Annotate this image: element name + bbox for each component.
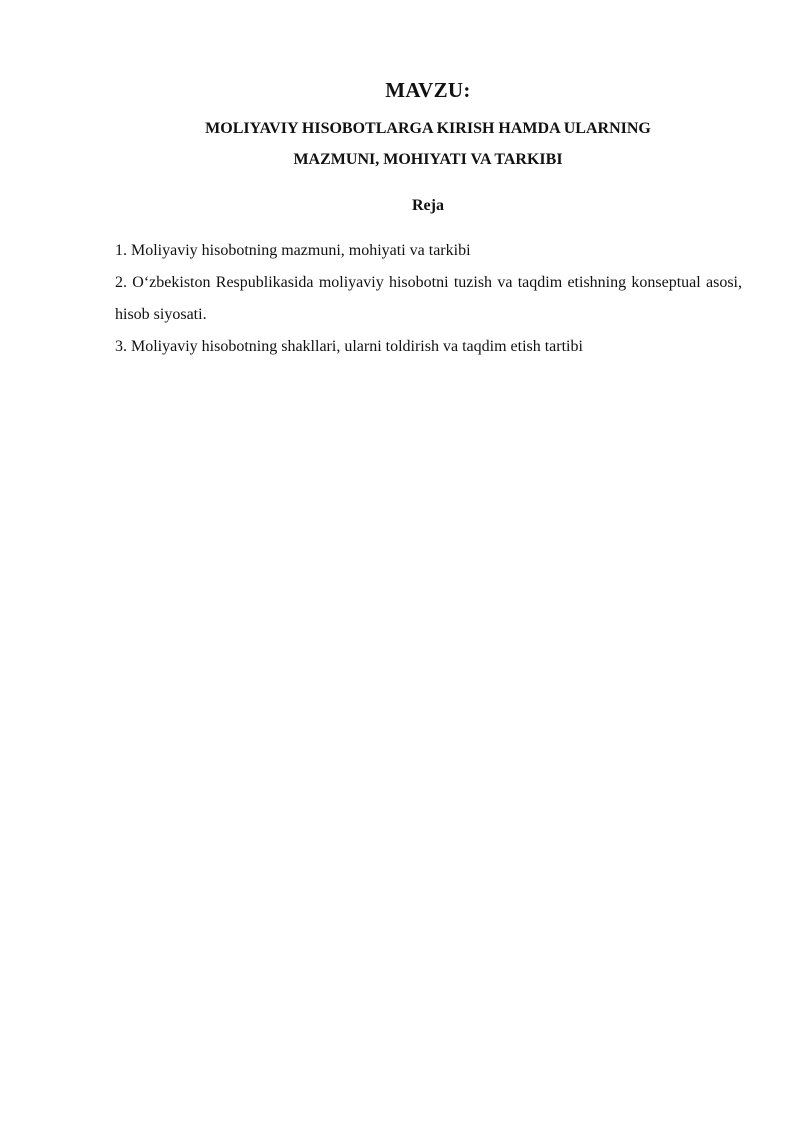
document-title: MAVZU: bbox=[385, 78, 471, 102]
document-subtitle-line-2: MAZMUNI, MOHIYATI VA TARKIBI bbox=[293, 151, 563, 168]
plan-list bbox=[115, 235, 742, 363]
document-subtitle-line-1: MOLIYAVIY HISOBOTLARGA KIRISH HAMDA ULARNING bbox=[205, 120, 651, 137]
plan-item-1: 1. Moliyaviy hisobotning mazmuni, mohiyati va tarkibi bbox=[115, 242, 471, 259]
plan-item-2: 2. O‘zbekiston Respublikasida moliyaviy hisobotni tuzish va taqdim etishning konseptual asosi, hisob siyosati. bbox=[115, 274, 742, 323]
plan-item-3: 3. Moliyaviy hisobotning shakllari, ularni toldirish va taqdim etish tartibi bbox=[115, 338, 583, 355]
plan-heading: Reja bbox=[412, 197, 444, 214]
